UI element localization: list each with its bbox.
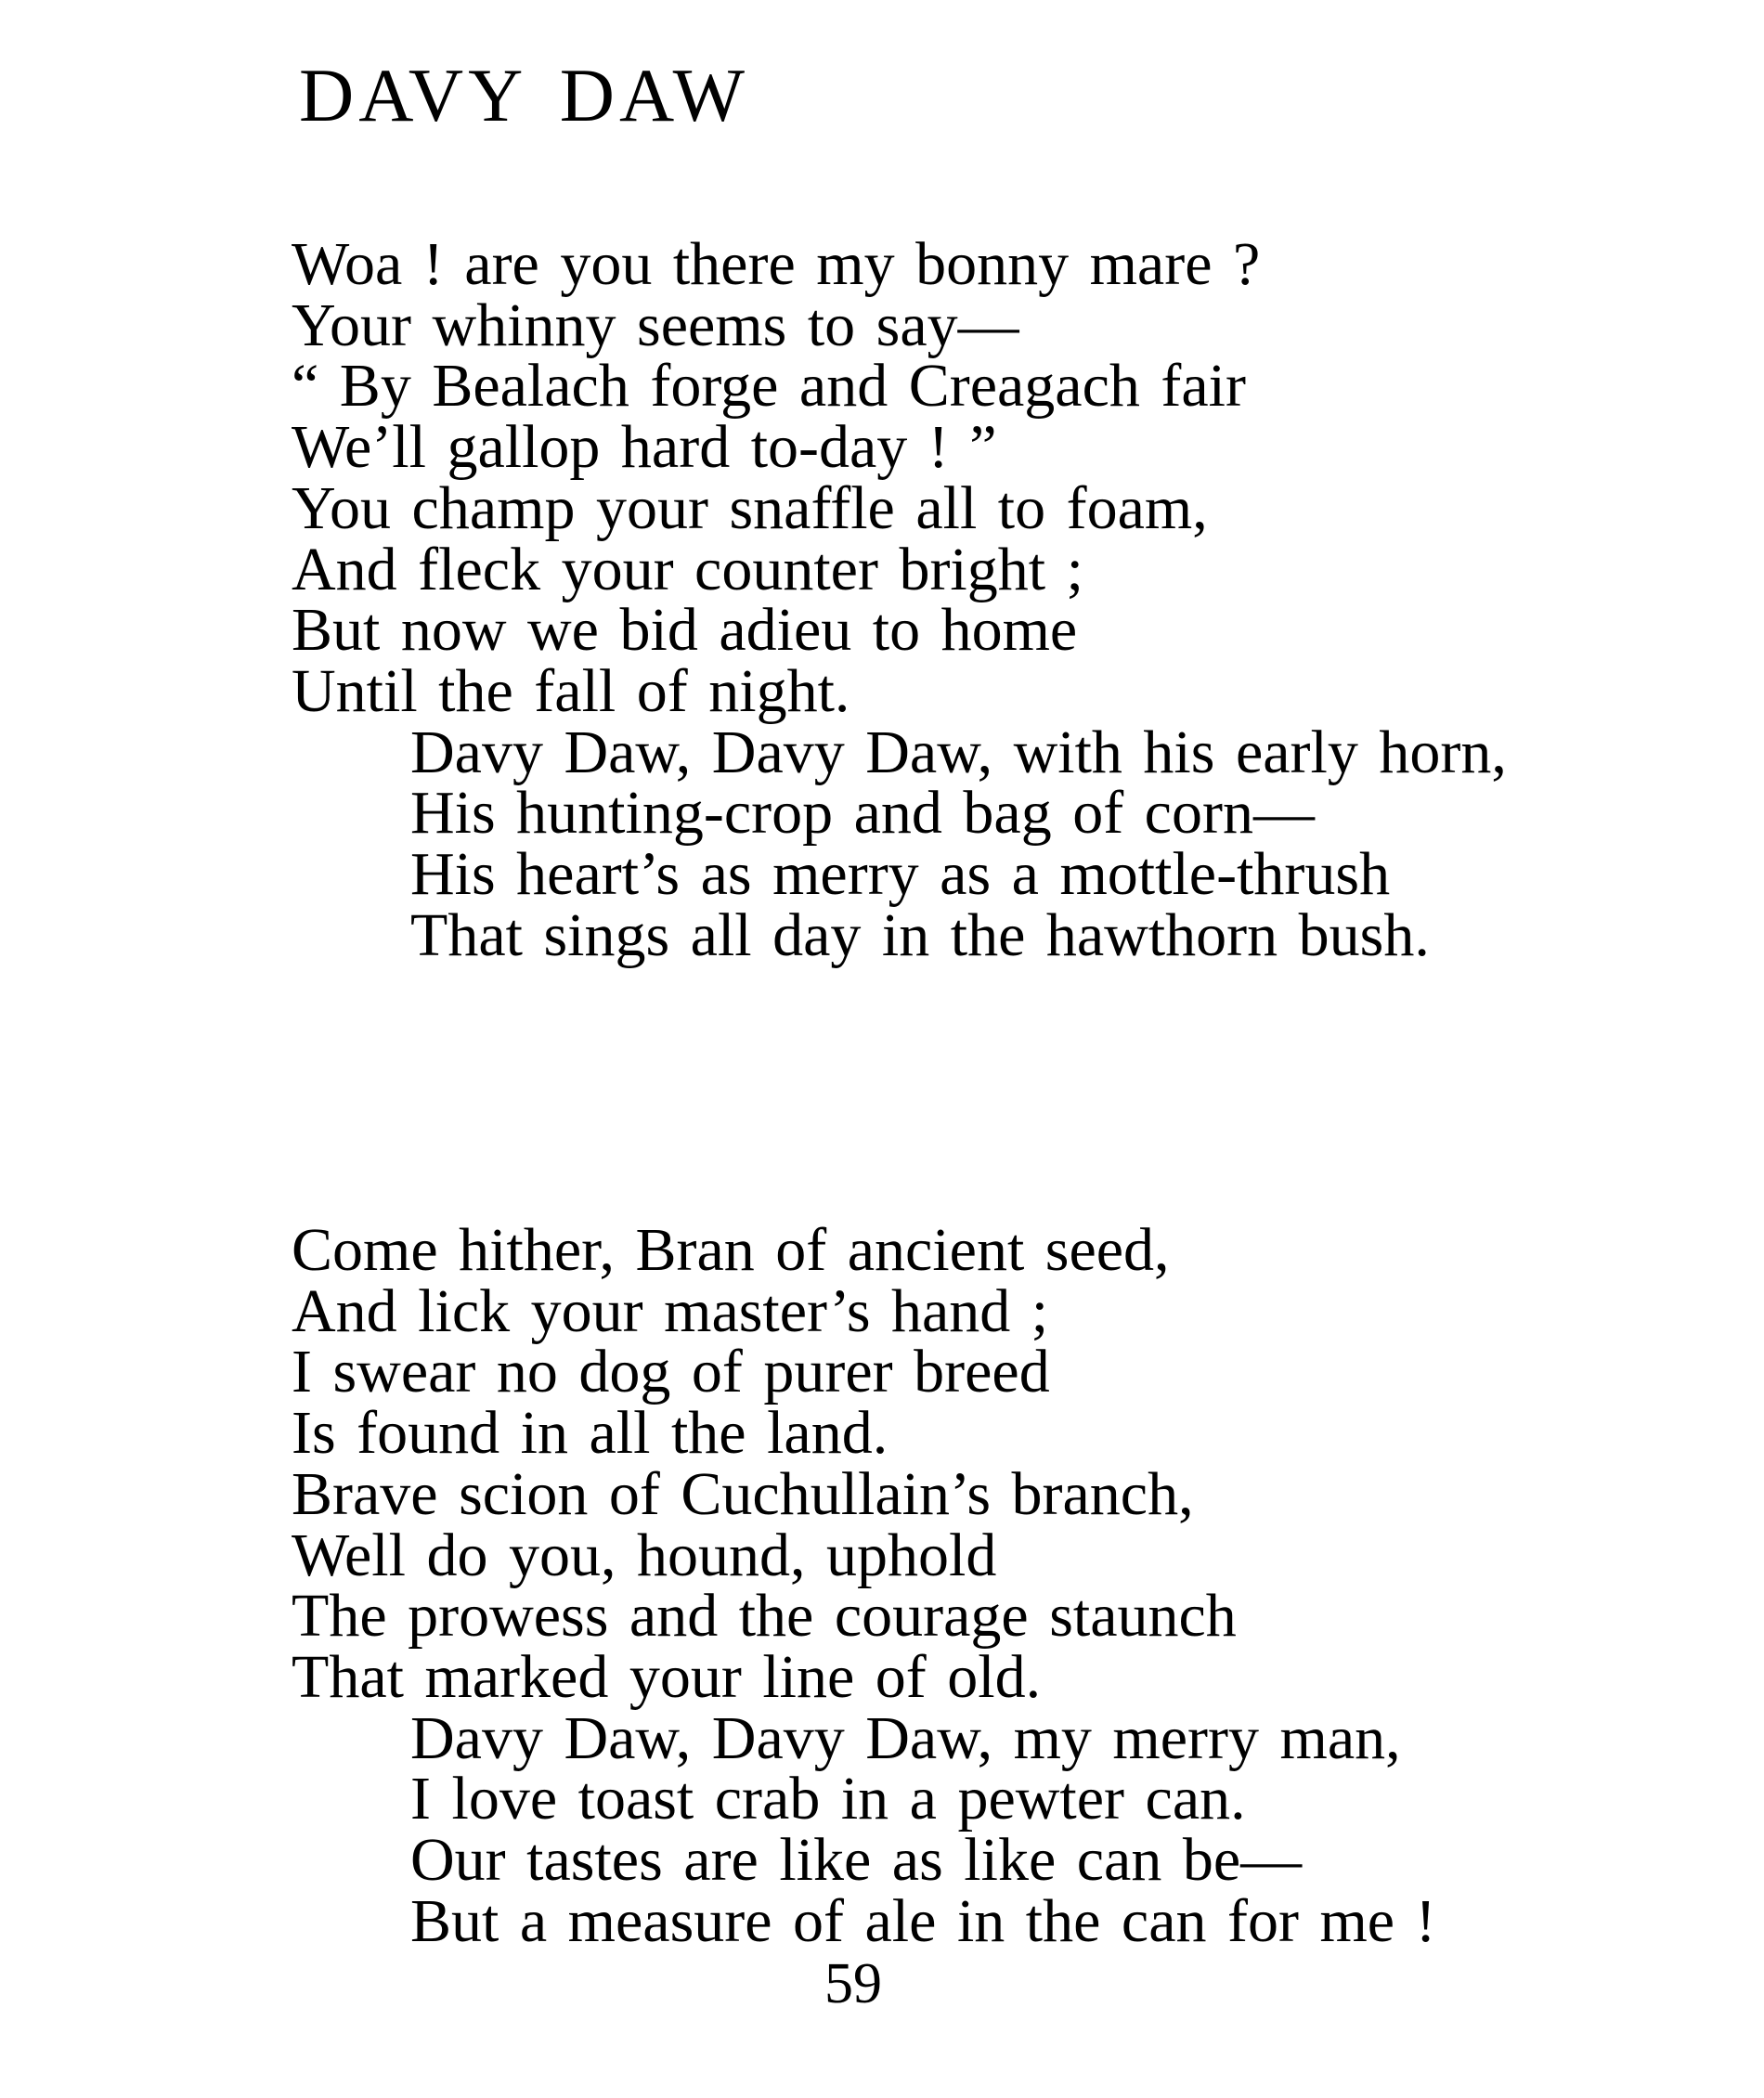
verse-line: Is found in all the land. [292, 1399, 888, 1468]
verse-line: We’ll gallop hard to-day ! ” [292, 413, 997, 482]
refrain-line: Our tastes are like as like can be— [410, 1826, 1303, 1895]
refrain-line: But a measure of ale in the can for me ! [410, 1886, 1436, 1955]
verse-line: Your whinny seems to say— [292, 291, 1019, 359]
verse-line: “ By Bealach forge and Creagach fair [292, 352, 1246, 421]
verse-line: Well do you, hound, uphold [292, 1521, 997, 1589]
refrain-line: That sings all day in the hawthorn bush. [410, 900, 1430, 969]
page-number: 59 [824, 1952, 882, 2015]
verse-line: Woa ! are you there my bonny mare ? [292, 230, 1261, 298]
refrain-line: His hunting-crop and bag of corn— [410, 779, 1315, 848]
verse-line: But now we bid adieu to home [292, 596, 1078, 665]
verse-line: I swear no dog of purer breed [292, 1338, 1050, 1406]
refrain-line: I love toast crab in a pewter can. [410, 1765, 1246, 1833]
verse-line: That marked your line of old. [292, 1642, 1042, 1711]
verse-line: And fleck your counter bright ; [292, 535, 1083, 603]
verse-line: You champ your snaffle all to foam, [292, 473, 1208, 542]
refrain-line: His heart’s as merry as a mottle-thrush [410, 840, 1391, 909]
verse-line: Brave scion of Cuchullain’s branch, [292, 1459, 1194, 1528]
stanza-2 [292, 1216, 1436, 1955]
verse-line: Until the fall of night. [292, 656, 850, 725]
verse-line: The prowess and the courage staunch [292, 1582, 1237, 1651]
stanza-1 [292, 230, 1507, 969]
refrain-line: Davy Daw, Davy Daw, my merry man, [410, 1703, 1401, 1772]
poem-title: DAVY DAW [299, 53, 750, 137]
verse-line: And lick your master’s hand ; [292, 1276, 1049, 1345]
refrain-line: Davy Daw, Davy Daw, with his early horn, [410, 718, 1507, 786]
verse-line: Come hither, Bran of ancient seed, [292, 1216, 1170, 1284]
